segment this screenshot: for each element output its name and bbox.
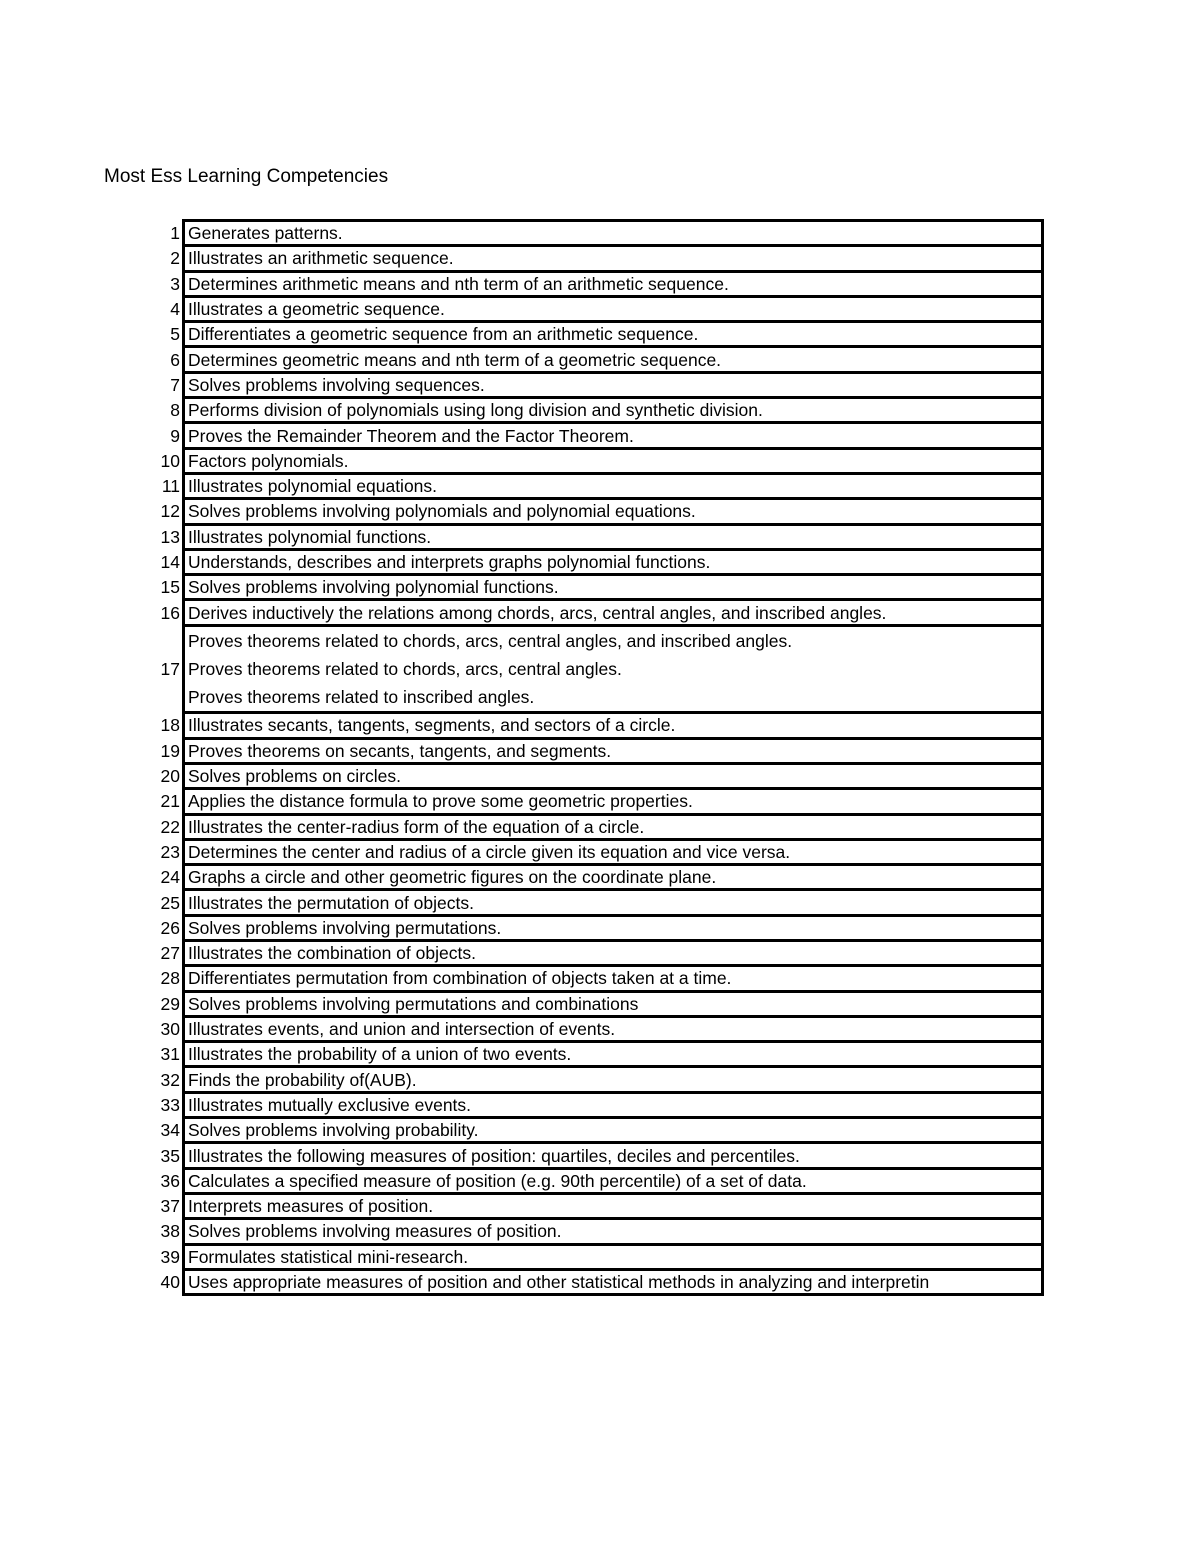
competency-number: 11	[161, 476, 180, 497]
table-row	[150, 991, 1043, 1016]
competency-line: Solves problems involving polynomial functions.	[188, 577, 559, 598]
table-row	[150, 372, 1043, 397]
table-row	[150, 1193, 1043, 1218]
competency-number: 26	[160, 917, 180, 938]
table-row	[150, 246, 1043, 271]
competency-text	[184, 271, 1043, 296]
competency-line: Calculates a specified measure of position (e.g. 90th percentile) of a set of data.	[188, 1170, 807, 1191]
competency-line: Factors polynomials.	[188, 450, 349, 471]
competency-number: 23	[160, 841, 180, 862]
competency-text	[184, 1143, 1043, 1168]
competency-line: Solves problems on circles.	[188, 766, 401, 787]
table-row	[150, 713, 1043, 738]
competency-line: Illustrates mutually exclusive events.	[188, 1094, 472, 1115]
competency-line: Illustrates an arithmetic sequence.	[188, 248, 454, 269]
competency-text	[184, 1168, 1043, 1193]
table-row	[150, 398, 1043, 423]
table-row	[150, 322, 1043, 347]
table-row	[150, 423, 1043, 448]
competency-line: Solves problems involving sequences.	[188, 374, 485, 395]
competency-text	[184, 600, 1043, 625]
competency-number: 25	[160, 892, 180, 913]
competency-text	[184, 890, 1043, 915]
competency-number: 39	[160, 1246, 180, 1267]
table-row	[150, 600, 1043, 625]
competency-text	[184, 1118, 1043, 1143]
table-row	[150, 1118, 1043, 1143]
competency-number: 15	[160, 577, 180, 598]
competency-line: Interprets measures of position.	[188, 1196, 434, 1217]
competency-text	[184, 839, 1043, 864]
competency-line: Illustrates the permutation of objects.	[188, 892, 474, 913]
table-row	[150, 1067, 1043, 1092]
competency-text	[184, 1092, 1043, 1117]
table-row	[150, 839, 1043, 864]
competency-text	[184, 991, 1043, 1016]
competency-line: Illustrates a geometric sequence.	[188, 299, 445, 320]
competency-number: 24	[160, 867, 180, 888]
competency-text	[184, 1042, 1043, 1067]
competency-number: 6	[170, 349, 180, 370]
competency-line: Finds the probability of(AUB).	[188, 1069, 417, 1090]
table-row	[150, 1219, 1043, 1244]
table-row	[150, 448, 1043, 473]
table-row	[150, 763, 1043, 788]
table-row	[150, 940, 1043, 965]
competency-text	[184, 865, 1043, 890]
competency-number: 30	[160, 1019, 180, 1040]
competency-line: Solves problems involving permutations and combinations	[188, 993, 639, 1014]
competency-line: Illustrates events, and union and intersection of events.	[188, 1019, 616, 1040]
table-row	[150, 1143, 1043, 1168]
competency-line: Proves the Remainder Theorem and the Factor Theorem.	[188, 425, 634, 446]
competency-line: Proves theorems related to chords, arcs, central angles, and inscribed angles.	[188, 630, 793, 651]
competency-line: Illustrates secants, tangents, segments, and sectors of a circle.	[188, 715, 676, 736]
competency-line: Illustrates polynomial equations.	[188, 476, 438, 497]
table-row	[150, 789, 1043, 814]
competency-line: Understands, describes and interprets graphs polynomial functions.	[188, 552, 711, 572]
competency-text	[184, 372, 1043, 397]
table-row	[150, 1269, 1043, 1294]
table-row	[150, 915, 1043, 940]
competency-line: Solves problems involving measures of position.	[188, 1221, 562, 1242]
competency-text	[184, 789, 1043, 814]
competency-line: Illustrates the combination of objects.	[188, 943, 476, 964]
table-row	[150, 1244, 1043, 1269]
competency-text	[184, 966, 1043, 991]
table-row	[150, 221, 1043, 246]
competency-line: Generates patterns.	[188, 223, 343, 244]
competency-line: Performs division of polynomials using long division and synthetic division.	[188, 400, 763, 421]
competency-list	[150, 221, 1043, 1295]
competency-text	[184, 1016, 1043, 1041]
competency-number: 1	[170, 223, 180, 244]
competency-line: Formulates statistical mini-research.	[188, 1246, 469, 1267]
table-row	[150, 890, 1043, 915]
competency-line: Determines arithmetic means and nth term of an arithmetic sequence.	[188, 273, 729, 294]
competency-number: 38	[160, 1221, 180, 1242]
competency-number: 18	[160, 715, 180, 736]
competency-line: Illustrates the following measures of position: quartiles, deciles and percentiles.	[188, 1145, 800, 1166]
competency-number: 8	[170, 400, 180, 421]
table-row	[150, 271, 1043, 296]
competency-number: 12	[160, 501, 180, 522]
competency-line: Differentiates permutation from combination of objects taken at a time.	[188, 968, 732, 989]
table-row	[150, 966, 1043, 991]
competency-line: Solves problems involving polynomials and polynomial equations.	[188, 501, 696, 522]
competency-number: 7	[170, 374, 180, 395]
competency-line: Illustrates polynomial functions.	[188, 526, 432, 547]
competency-number: 17	[160, 658, 180, 679]
competency-line: Illustrates the center-radius form of the equation of a circle.	[188, 816, 645, 837]
competency-text	[184, 549, 1043, 574]
competency-text	[184, 763, 1043, 788]
table-row	[150, 575, 1043, 600]
competency-text	[184, 713, 1043, 738]
competency-text	[184, 499, 1043, 524]
competency-number: 13	[160, 526, 180, 547]
competency-line: Proves theorems related to chords, arcs, central angles.	[188, 658, 622, 679]
competency-number: 9	[170, 425, 180, 446]
competency-text	[184, 221, 1043, 246]
table-row	[150, 347, 1043, 372]
competency-number: 19	[160, 740, 180, 761]
competency-number: 5	[170, 324, 180, 345]
competency-number: 4	[170, 299, 180, 320]
competency-number: 32	[160, 1069, 180, 1090]
table-row	[150, 738, 1043, 763]
competency-number: 36	[160, 1170, 180, 1191]
competency-line: Derives inductively the relations among chords, arcs, central angles, and inscribed angles.	[188, 602, 887, 623]
competency-number: 34	[160, 1120, 180, 1141]
competency-number: 40	[160, 1271, 180, 1292]
competency-text	[184, 524, 1043, 549]
competency-number: 10	[160, 450, 180, 471]
competency-line: Differentiates a geometric sequence from an arithmetic sequence.	[188, 324, 699, 345]
competency-number: 21	[160, 791, 180, 812]
table-row	[150, 549, 1043, 574]
competency-text	[184, 1193, 1043, 1218]
competency-table	[150, 219, 1044, 1296]
competency-text	[184, 738, 1043, 763]
table-row	[150, 625, 1043, 713]
competency-line: Determines the center and radius of a circle given its equation and vice versa.	[188, 841, 791, 862]
competency-number: 27	[160, 943, 180, 964]
competency-text	[184, 1244, 1043, 1269]
competency-line: Solves problems involving probability.	[188, 1120, 479, 1141]
competency-text	[184, 814, 1043, 839]
competency-number: 3	[170, 273, 180, 294]
table-row	[150, 1042, 1043, 1067]
competency-number: 35	[160, 1145, 180, 1166]
competency-line: Determines geometric means and nth term of a geometric sequence.	[188, 349, 722, 370]
competency-line: Proves theorems related to inscribed angles.	[188, 687, 535, 708]
table-row	[150, 1092, 1043, 1117]
competency-text	[184, 1269, 1043, 1294]
competency-text	[184, 246, 1043, 271]
page-title: Most Ess Learning Competencies	[104, 166, 389, 187]
table-row	[150, 499, 1043, 524]
competency-number: 2	[170, 248, 180, 269]
competency-line: Illustrates the probability of a union of two events.	[188, 1044, 572, 1065]
competency-text	[184, 940, 1043, 965]
competency-number: 16	[160, 602, 180, 623]
table-row	[150, 524, 1043, 549]
competency-text	[184, 625, 1043, 713]
competency-number: 14	[160, 552, 180, 572]
table-row	[150, 865, 1043, 890]
competency-line: Solves problems involving permutations.	[188, 917, 502, 938]
competency-line: Uses appropriate measures of position and other statistical methods in analyzing and interpretin	[188, 1271, 930, 1292]
competency-line: Proves theorems on secants, tangents, and segments.	[188, 740, 612, 761]
competency-number: 33	[160, 1094, 180, 1115]
table-row	[150, 473, 1043, 498]
competency-text	[184, 1219, 1043, 1244]
competency-text	[184, 1067, 1043, 1092]
competency-text	[184, 322, 1043, 347]
competency-number: 22	[160, 816, 180, 837]
table-row	[150, 814, 1043, 839]
competency-number: 31	[160, 1044, 180, 1065]
competency-text	[184, 296, 1043, 321]
competency-text	[184, 915, 1043, 940]
table-row	[150, 296, 1043, 321]
table-row	[150, 1016, 1043, 1041]
competency-number: 29	[160, 993, 180, 1014]
competency-line: Graphs a circle and other geometric figures on the coordinate plane.	[188, 867, 717, 888]
competency-number: 20	[160, 766, 180, 787]
competency-text	[184, 473, 1043, 498]
competency-line: Applies the distance formula to prove some geometric properties.	[188, 791, 693, 812]
competency-number: 28	[160, 968, 180, 989]
competency-text	[184, 423, 1043, 448]
competency-text	[184, 347, 1043, 372]
competency-text	[184, 398, 1043, 423]
competency-text	[184, 448, 1043, 473]
competency-text	[184, 575, 1043, 600]
competency-number: 37	[160, 1196, 180, 1217]
table-row	[150, 1168, 1043, 1193]
